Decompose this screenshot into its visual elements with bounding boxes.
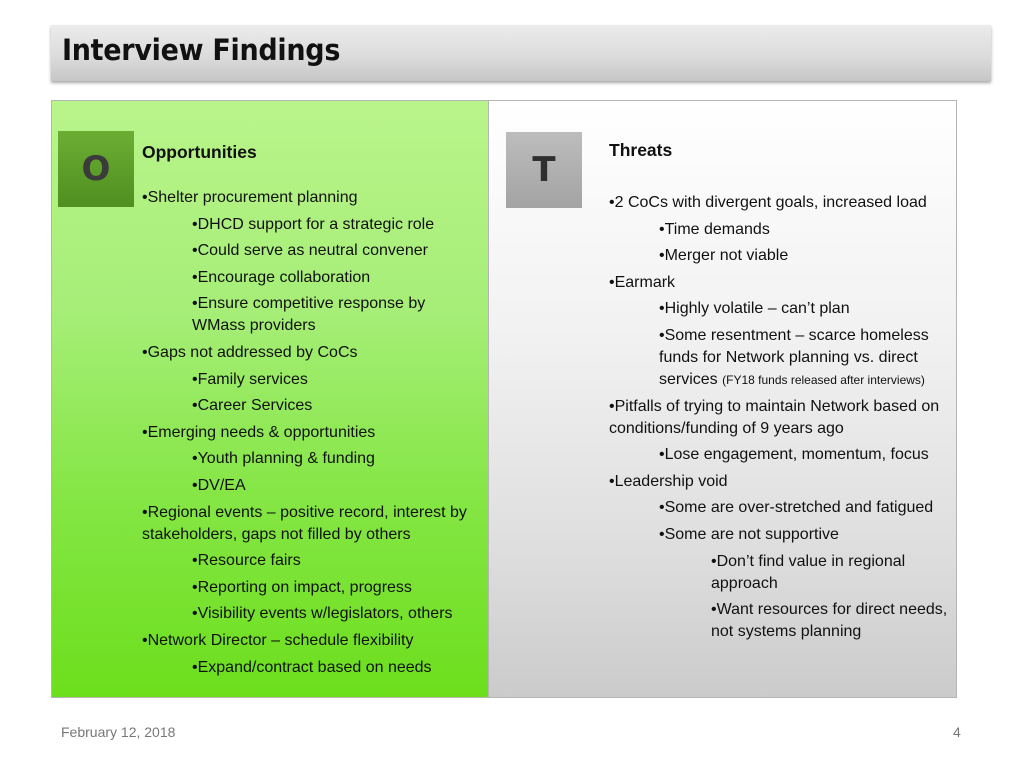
page-number: 4 bbox=[953, 724, 961, 740]
list-item: •Gaps not addressed by CoCs bbox=[142, 343, 358, 361]
title-bar bbox=[51, 25, 991, 81]
list-item: •Could serve as neutral convener bbox=[192, 242, 428, 260]
list-item: •DV/EA bbox=[192, 476, 246, 494]
footer-date: February 12, 2018 bbox=[61, 724, 176, 740]
list-item: •Pitfalls of trying to maintain Network based on conditions/funding of 9 years ago bbox=[609, 397, 940, 437]
list-item: •Regional events – positive record, interest by stakeholders, gaps not filled by others bbox=[142, 503, 467, 543]
list-item: •Reporting on impact, progress bbox=[192, 578, 412, 596]
list-item-text: •Some resentment – scarce homeless funds for Network planning vs. direct services bbox=[659, 326, 929, 388]
opportunities-list bbox=[142, 187, 482, 683]
threats-heading: Threats bbox=[609, 140, 673, 160]
opportunities-quadrant bbox=[51, 100, 488, 698]
list-item: •Highly volatile – can’t plan bbox=[659, 300, 850, 318]
slide-title: Interview Findings bbox=[62, 33, 341, 67]
list-item: •Lose engagement, momentum, focus bbox=[659, 446, 929, 464]
list-item: •Merger not viable bbox=[659, 247, 789, 265]
list-item: •Ensure competitive response by WMass providers bbox=[192, 295, 426, 335]
list-item: •Network Director – schedule flexibility bbox=[142, 631, 414, 649]
opportunities-badge: O bbox=[58, 131, 134, 207]
list-item: •Emerging needs & opportunities bbox=[142, 423, 376, 441]
list-item: •Some are over-stretched and fatigued bbox=[659, 499, 934, 517]
list-item: •Family services bbox=[192, 370, 308, 388]
threats-quadrant bbox=[488, 100, 957, 698]
list-item: •Resource fairs bbox=[192, 552, 301, 570]
list-item: •Earmark bbox=[609, 273, 676, 291]
list-item: •DHCD support for a strategic role bbox=[192, 215, 435, 233]
list-item: •Career Services bbox=[192, 397, 313, 415]
threats-list bbox=[609, 192, 954, 648]
list-item: •Don’t find value in regional approach bbox=[711, 552, 906, 592]
list-item: •2 CoCs with divergent goals, increased load bbox=[609, 194, 927, 211]
list-item: •Some are not supportive bbox=[659, 525, 839, 543]
list-item: •Time demands bbox=[659, 220, 770, 238]
list-item: •Want resources for direct needs, not systems planning bbox=[711, 601, 948, 641]
list-item: •Youth planning & funding bbox=[192, 450, 375, 468]
list-item-note: (FY18 funds released after interviews) bbox=[722, 372, 925, 387]
list-item bbox=[609, 325, 954, 391]
list-item: •Visibility events w/legislators, others bbox=[192, 605, 453, 623]
list-item: •Leadership void bbox=[609, 472, 728, 490]
list-item: •Encourage collaboration bbox=[192, 268, 371, 286]
threats-badge: T bbox=[506, 132, 582, 208]
list-item: •Expand/contract based on needs bbox=[192, 658, 432, 676]
opportunities-heading: Opportunities bbox=[142, 142, 257, 162]
list-item: •Shelter procurement planning bbox=[142, 189, 358, 206]
